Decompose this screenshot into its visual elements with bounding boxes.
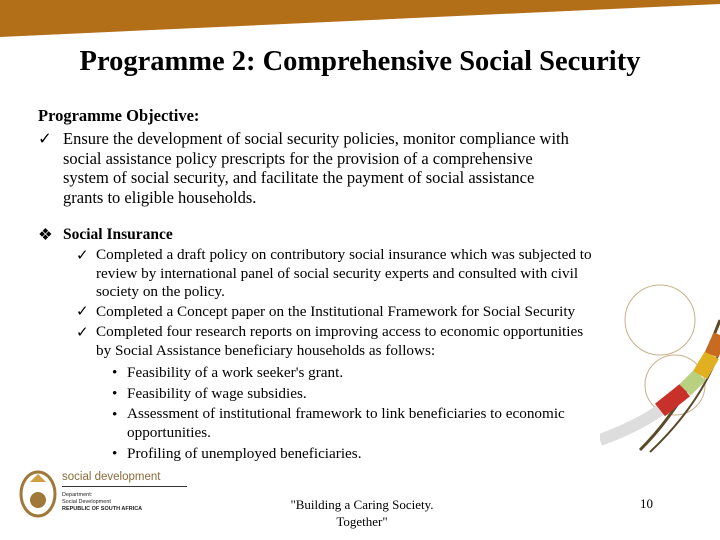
slide-title: Programme 2: Comprehensive Social Security bbox=[79, 46, 641, 77]
objective-text bbox=[63, 129, 569, 207]
text-line: Social Development bbox=[62, 499, 111, 505]
text-line: opportunities. bbox=[127, 423, 211, 441]
check-icon: ✓ bbox=[76, 303, 89, 320]
text-line: society on the policy. bbox=[96, 283, 225, 300]
text-line: by Social Assistance beneficiary households as follows: bbox=[96, 341, 436, 359]
coat-of-arms-logo bbox=[18, 470, 58, 518]
header-band bbox=[0, 0, 720, 40]
text-line: Ensure the development of social security policies, monitor compliance with bbox=[63, 129, 569, 148]
bullet-icon: • bbox=[112, 364, 118, 381]
list-item bbox=[96, 323, 583, 360]
text-line: Completed a draft policy on contributory social insurance which was subjected to bbox=[96, 246, 592, 263]
text-line: Department: bbox=[62, 492, 93, 498]
logo-subtitle bbox=[62, 492, 142, 513]
beaded-necklace-decoration bbox=[600, 280, 720, 455]
footer-slogan bbox=[262, 496, 462, 530]
page-number: 10 bbox=[640, 496, 653, 511]
logo-name: social development bbox=[62, 471, 187, 487]
check-icon: ✓ bbox=[76, 247, 89, 264]
check-icon: ✓ bbox=[76, 324, 89, 341]
section-heading: Social Insurance bbox=[63, 226, 173, 243]
sub-item: Feasibility of wage subsidies. bbox=[127, 385, 307, 402]
text-line: review by international panel of social security experts and consulted with civil bbox=[96, 264, 579, 282]
text-line: REPUBLIC OF SOUTH AFRICA bbox=[62, 506, 143, 512]
sub-item bbox=[127, 405, 565, 442]
text-line: "Building a Caring Society. bbox=[290, 497, 434, 512]
bullet-icon: • bbox=[112, 385, 118, 402]
text-line: Together" bbox=[336, 514, 388, 529]
text-line: Assessment of institutional framework to link beneficiaries to economic bbox=[127, 405, 565, 422]
bullet-icon: • bbox=[112, 406, 118, 423]
check-icon: ✓ bbox=[38, 129, 52, 148]
sub-item: Profiling of unemployed beneficiaries. bbox=[127, 445, 362, 462]
diamond-bullet-icon: ❖ bbox=[38, 225, 53, 244]
text-line: social assistance policy prescripts for the provision of a comprehensive bbox=[63, 148, 533, 168]
text-line: grants to eligible households. bbox=[63, 187, 257, 207]
objective-heading: Programme Objective: bbox=[38, 106, 200, 125]
text-line: system of social security, and facilitate the payment of social assistance bbox=[63, 168, 535, 187]
bullet-icon: • bbox=[112, 445, 118, 462]
sub-item: Feasibility of a work seeker's grant. bbox=[127, 364, 344, 381]
list-item bbox=[96, 246, 592, 302]
text-line: Completed four research reports on improving access to economic opportunities bbox=[96, 323, 584, 340]
list-item: Completed a Concept paper on the Institutional Framework for Social Security bbox=[96, 303, 576, 320]
